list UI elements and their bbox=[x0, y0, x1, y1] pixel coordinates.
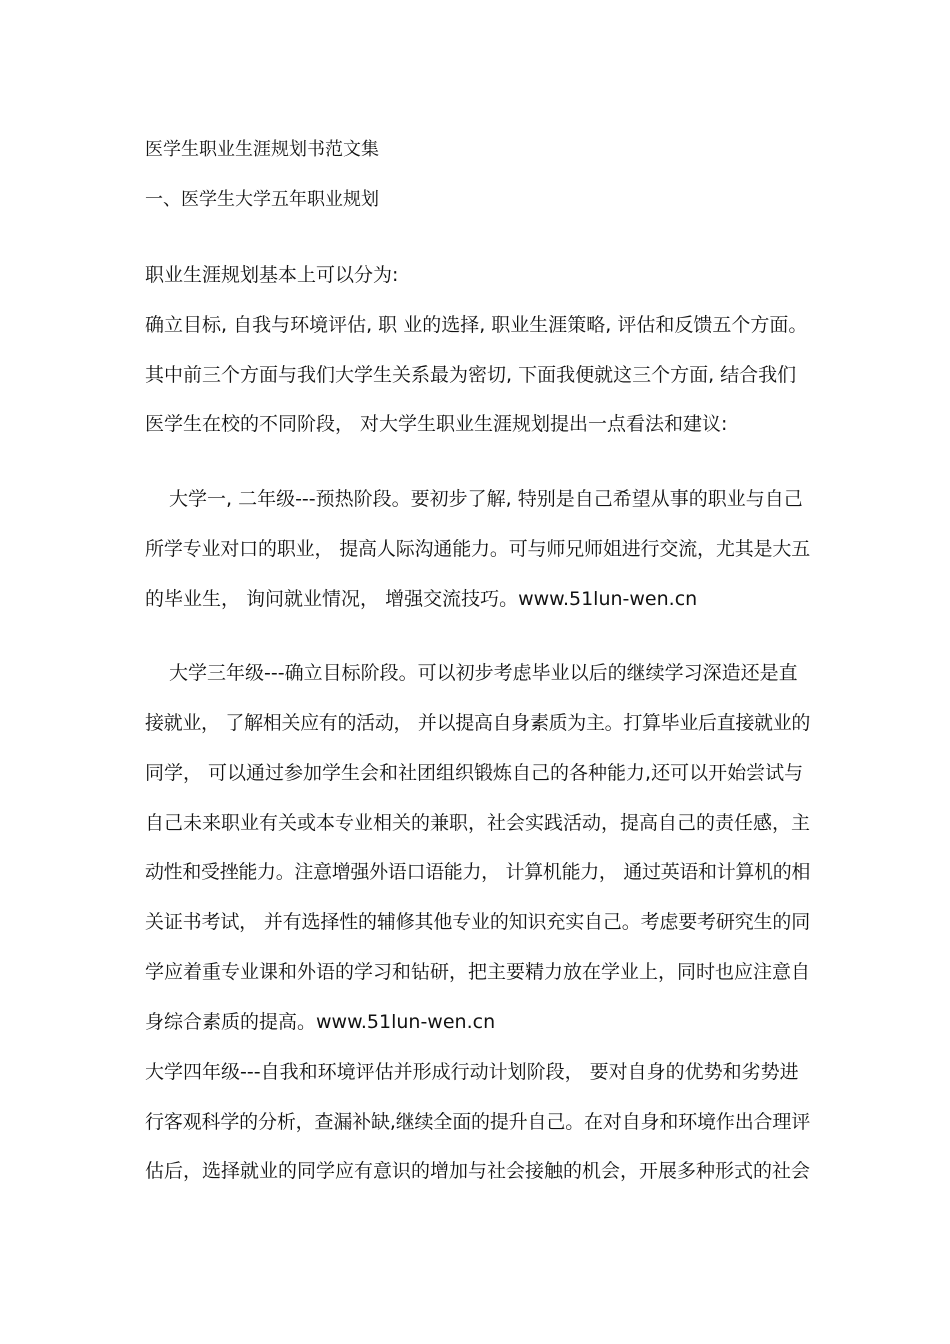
section-heading: 一、医学生大学五年职业规划 bbox=[145, 189, 379, 210]
paragraph-line: 大学一, 二年级---预热阶段。要初步了解, 特别是自己希望从事的职业与自己 bbox=[169, 488, 803, 510]
intro-line: 其中前三个方面与我们大学生关系最为密切, 下面我便就这三个方面, 结合我们 bbox=[145, 364, 797, 386]
paragraph-line: 自己未来职业有关或本专业相关的兼职，社会实践活动，提高自己的责任感，主 bbox=[145, 812, 811, 834]
paragraph-line: 大学四年级---自我和环境评估并形成行动计划阶段， 要对自身的优势和劣势进 bbox=[145, 1061, 799, 1083]
intro-line: 医学生在校的不同阶段， 对大学生职业生涯规划提出一点看法和建议: bbox=[145, 413, 728, 435]
paragraph-line: 动性和受挫能力。注意增强外语口语能力， 计算机能力， 通过英语和计算机的相 bbox=[145, 861, 811, 883]
paragraph-line: 身综合素质的提高。www.51lun-wen.cn bbox=[145, 1011, 496, 1033]
intro-line: 确立目标, 自我与环境评估, 职 业的选择, 职业生涯策略, 评估和反馈五个方面。 bbox=[145, 314, 808, 336]
intro-line: 职业生涯规划基本上可以分为: bbox=[145, 264, 399, 286]
paragraph-line: 同学， 可以通过参加学生会和社团组织锻炼自己的各种能力,还可以开始尝试与 bbox=[145, 762, 804, 784]
paragraph-line: 估后，选择就业的同学应有意识的增加与社会接触的机会，开展多种形式的社会 bbox=[145, 1160, 811, 1182]
paragraph-line: 接就业， 了解相关应有的活动， 并以提高自身素质为主。打算毕业后直接就业的 bbox=[145, 712, 811, 734]
document-title: 医学生职业生涯规划书范文集 bbox=[145, 139, 379, 160]
paragraph-line: 学应着重专业课和外语的学习和钻研，把主要精力放在学业上，同时也应注意自 bbox=[145, 961, 811, 983]
paragraph-line: 的毕业生， 询问就业情况， 增强交流技巧。www.51lun-wen.cn bbox=[145, 588, 698, 610]
paragraph-line: 行客观科学的分析，查漏补缺,继续全面的提升自己。在对自身和环境作出合理评 bbox=[145, 1111, 811, 1133]
paragraph-line: 大学三年级---确立目标阶段。可以初步考虑毕业以后的继续学习深造还是直 bbox=[169, 662, 798, 684]
paragraph-line: 关证书考试， 并有选择性的辅修其他专业的知识充实自己。考虑要考研究生的同 bbox=[145, 911, 811, 933]
paragraph-line: 所学专业对口的职业， 提高人际沟通能力。可与师兄师姐进行交流，尤其是大五 bbox=[145, 538, 811, 560]
